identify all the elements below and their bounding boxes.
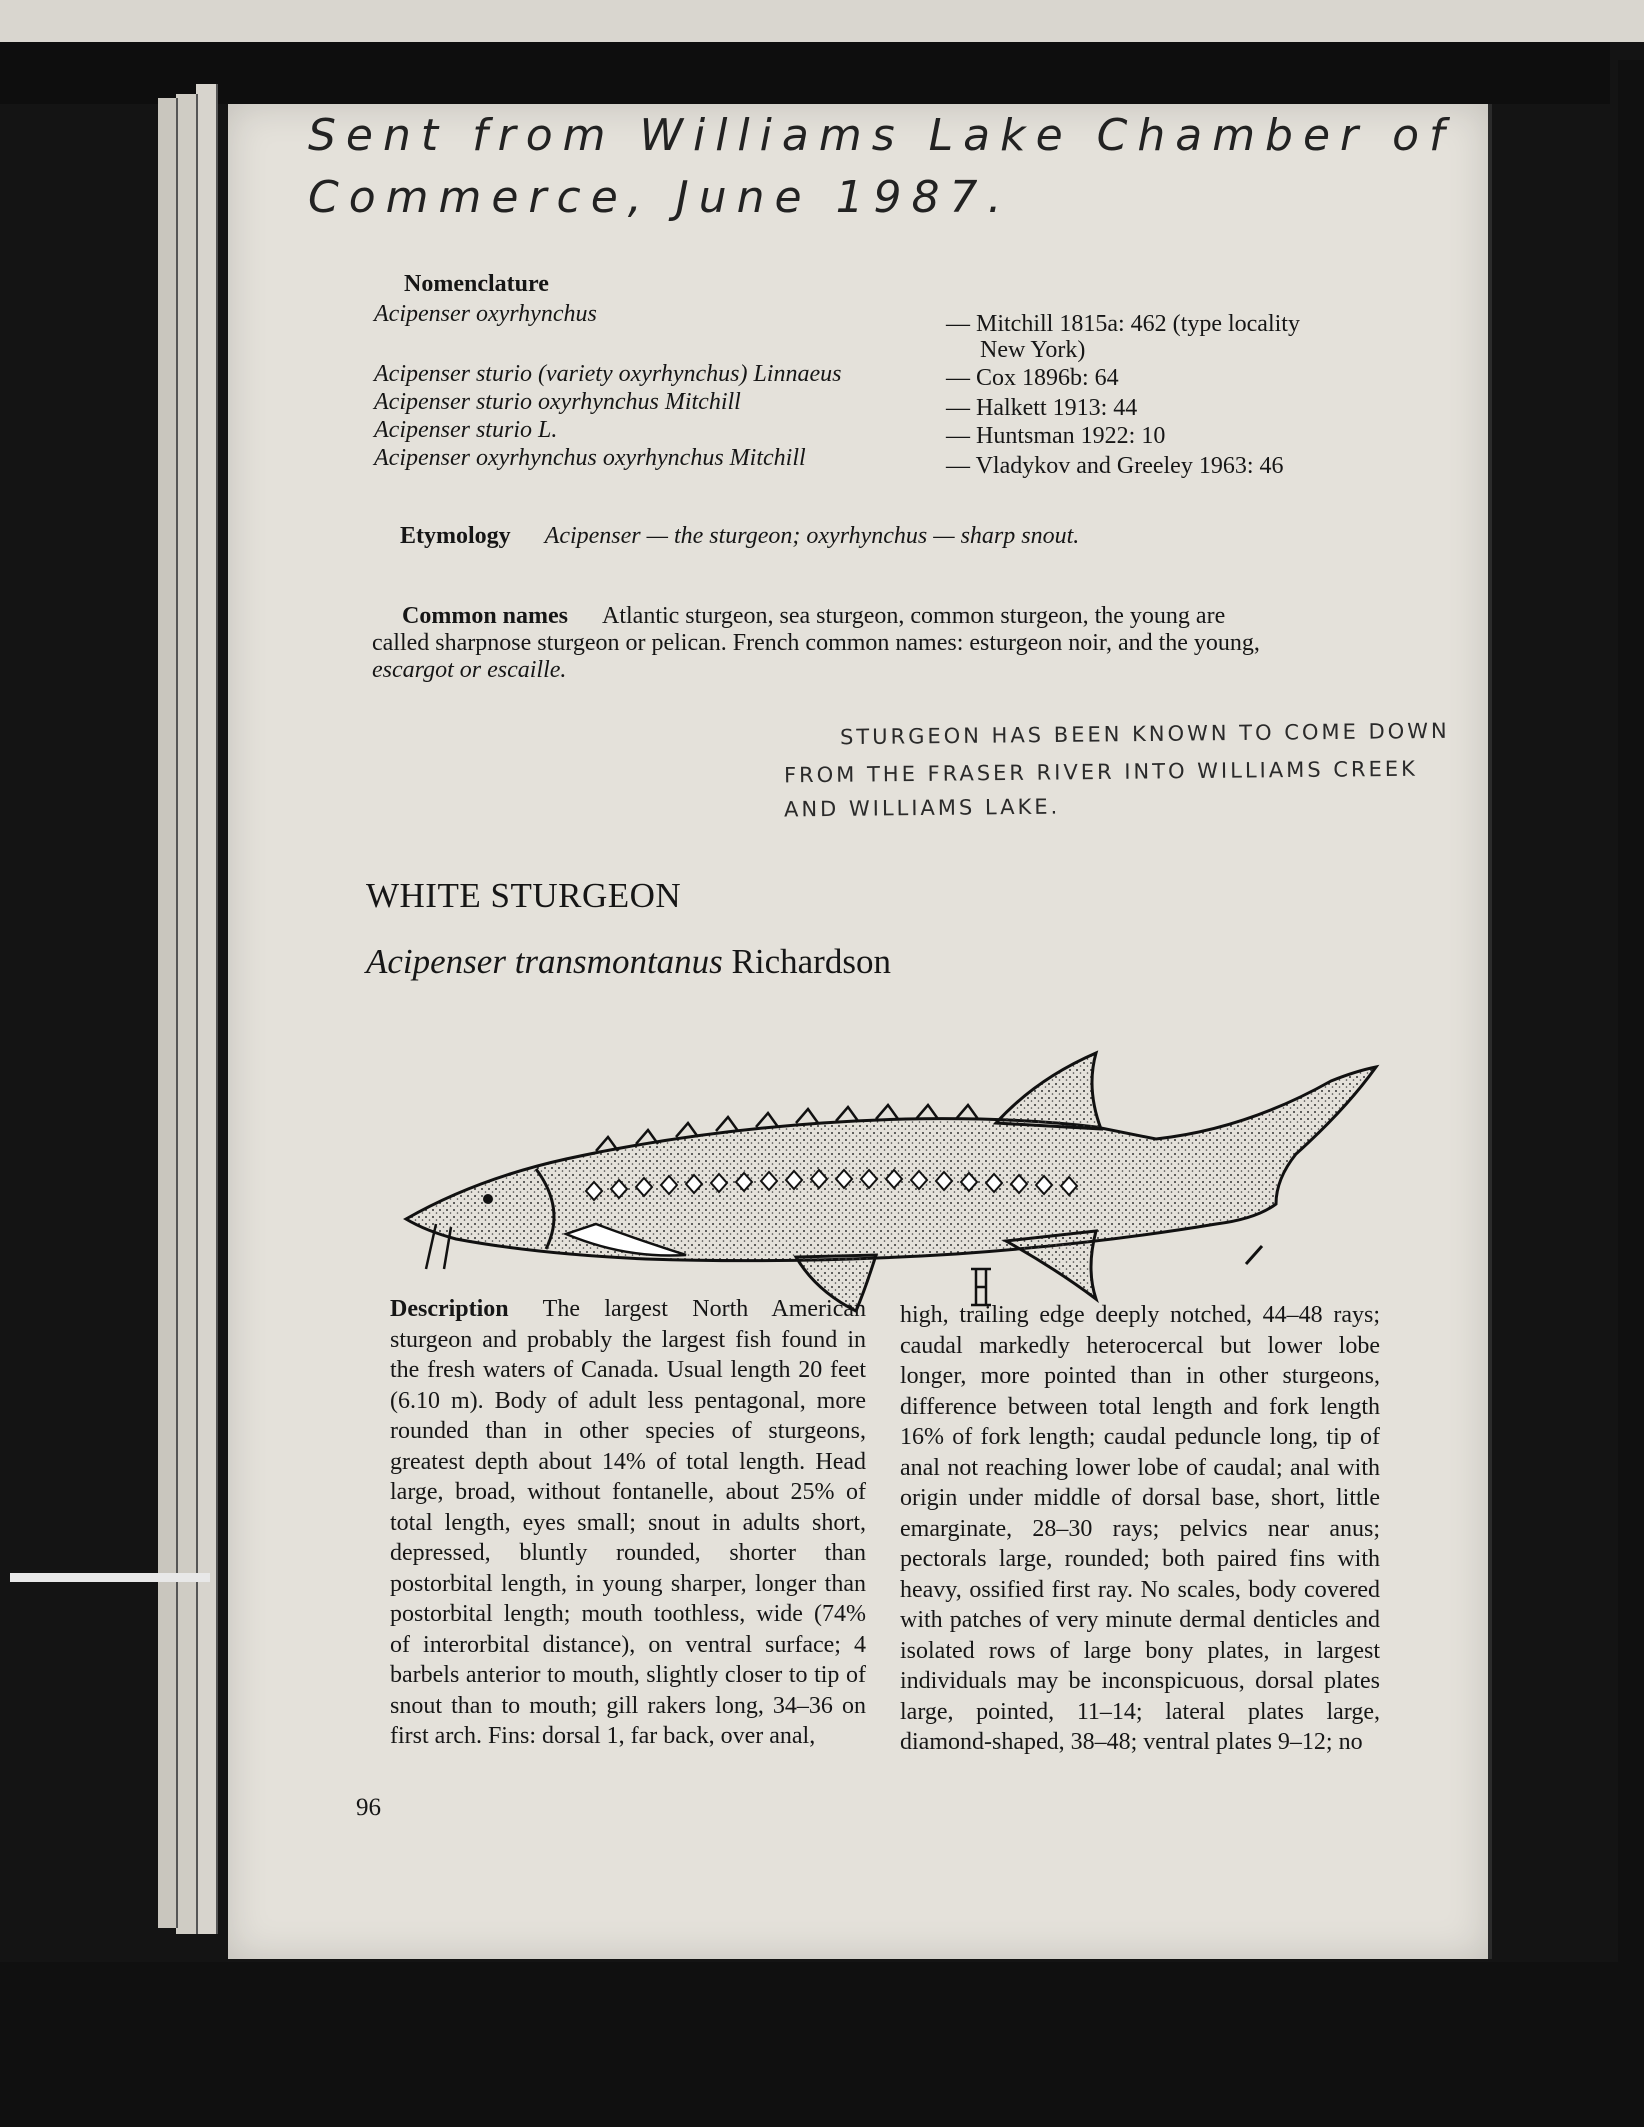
nomenclature-reference: — Mitchill 1815a: 462 (type locality <box>946 311 1300 337</box>
nomenclature-reference: — Cox 1896b: 64 <box>946 365 1119 391</box>
nomenclature-name: Acipenser sturio (variety oxyrhynchus) Linnaeus <box>374 361 842 387</box>
scan-right-shadow <box>1618 60 1644 2127</box>
handwritten-note-line-3: AND WILLIAMS LAKE. <box>783 794 1061 822</box>
scanner-dark-band <box>0 42 1610 104</box>
nomenclature-name: Acipenser sturio oxyrhynchus Mitchill <box>374 389 741 415</box>
scan-light-streak <box>10 1573 210 1582</box>
page-stack-edge <box>196 84 218 1934</box>
nomenclature-name: Acipenser oxyrhynchus oxyrhynchus Mitchill <box>374 445 806 471</box>
handwritten-note-line-2: FROM THE FRASER RIVER INTO WILLIAMS CREEK <box>783 756 1418 788</box>
common-names-line-2: called sharpnose sturgeon or pelican. French common names: esturgeon noir, and the young, <box>372 630 1260 656</box>
common-names-line-3: escargot or escaille. <box>372 657 567 683</box>
page-number: 96 <box>356 1794 381 1821</box>
nomenclature-reference: — Huntsman 1922: 10 <box>946 423 1166 449</box>
species-scientific-name: Acipenser transmontanus Richardson <box>366 942 891 981</box>
nomenclature-reference: — Vladykov and Greeley 1963: 46 <box>946 453 1284 479</box>
scanner-bottom-band <box>0 1962 1644 2127</box>
document-page <box>228 104 1488 1959</box>
description-heading: Description <box>390 1296 509 1322</box>
etymology-line <box>400 522 1079 550</box>
handwritten-line-1: Sent from Williams Lake Chamber of <box>308 110 1455 161</box>
page-stack-edge <box>158 98 178 1928</box>
nomenclature-name: Acipenser oxyrhynchus <box>374 301 597 327</box>
nomenclature-heading: Nomenclature <box>404 271 549 297</box>
description-text-left: The largest North American sturgeon and probably the largest fish found in the fresh waters of Canada. Usual length 20 feet (6.10 m). Body of adult less pentagonal, more rounded than in other species of sturgeons, greatest depth about 14% of total length. Head large, broad, without fontanelle, about 25% of total length, eyes small; snout in adults short, depressed, bluntly rounded, shorter than postorbital length, in young sharper, longer than postorbital length; mouth toothless, wide (74% of interorbital distance), on ventral surface; 4 barbels anterior to mouth, slightly closer to tip of snout than to mouth; gill rakers long, 34–36 on first arch. Fins: dorsal 1, far back, over anal, <box>390 1296 866 1749</box>
description-column-right <box>900 1300 1380 1758</box>
page-stack-edge <box>176 94 198 1934</box>
sturgeon-illustration <box>396 1019 1396 1339</box>
nomenclature-name: Acipenser sturio L. <box>374 417 558 443</box>
common-names-line-1: Common names Atlantic sturgeon, sea sturgeon, common sturgeon, the young are <box>402 603 1226 629</box>
species-title: WHITE STURGEON <box>366 876 682 915</box>
description-column-left <box>390 1294 866 1752</box>
common-names-heading: Common names <box>402 603 568 629</box>
handwritten-line-2: Commerce, June 1987. <box>308 172 1012 223</box>
handwritten-note-line-1: STURGEON HAS BEEN KNOWN TO COME DOWN <box>839 718 1450 750</box>
scan-top-margin <box>0 0 1644 42</box>
etymology-heading: Etymology <box>400 523 511 549</box>
description-text-right: high, trailing edge deeply notched, 44–48 rays; caudal markedly heterocercal but lower lobe longer, more pointed than in other sturgeons, difference between total length and fork length 16% of fork length; caudal peduncle long, tip of anal not reaching lower lobe of caudal; anal with origin under middle of dorsal base, short, little emarginate, 28–30 rays; pelvics near anus; pectorals large, rounded; both paired fins with heavy, ossified first ray. No scales, body covered with patches of very minute dermal denticles and isolated rows of large bony plates, in largest individuals may be inconspicuous, dorsal plates large, pointed, 11–14; lateral plates large, diamond-shaped, 38–48; ventral plates 9–12; no <box>900 1302 1380 1755</box>
nomenclature-reference: New York) <box>980 337 1086 363</box>
nomenclature-reference: — Halkett 1913: 44 <box>946 395 1138 421</box>
etymology-text: Acipenser — the sturgeon; oxyrhynchus — sharp snout. <box>544 523 1080 549</box>
